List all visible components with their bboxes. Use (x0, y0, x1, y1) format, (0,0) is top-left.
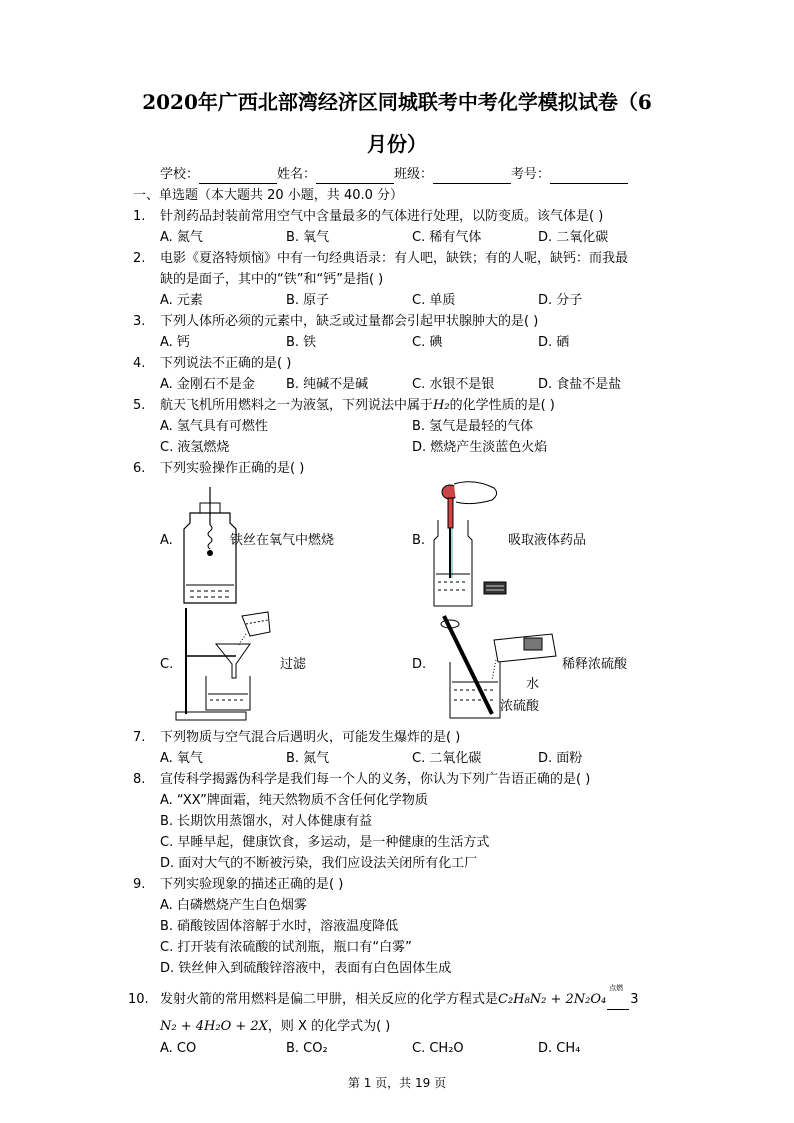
name-blank[interactable] (316, 169, 394, 184)
q10-option-c: C. CH₂O (412, 1041, 464, 1056)
q4-stem: 下列说法不正确的是( ) (160, 356, 292, 371)
exam-title-line2: 月份） (367, 132, 427, 156)
q6-b-caption: 吸取液体药品 (508, 533, 587, 548)
q10-equation-coef: 3 (630, 992, 639, 1007)
exam-title-line1: 2020年广西北部湾经济区同城联考中考化学模拟试卷（6 (142, 90, 652, 114)
q3-option-b: B. 铁 (286, 335, 317, 350)
school-label: 学校： (160, 167, 200, 182)
q4-option-c: C. 水银不是银 (412, 377, 495, 392)
q8-option-a: A. “XX”牌面霜，纯天然物质不含任何化学物质 (160, 793, 428, 808)
q5-stem-pre: 航天飞机所用燃料之一为液氢，下列说法中属于 (160, 398, 434, 413)
school-blank[interactable] (199, 169, 277, 184)
q6-b-letter: B. (412, 533, 426, 548)
q9-option-d: D. 铁丝伸入到硫酸锌溶液中，表面有白色固体生成 (160, 961, 452, 976)
q1-option-b: B. 氧气 (286, 230, 330, 245)
q6-d-caption: 稀释浓硫酸 (562, 657, 628, 672)
q4-option-d: D. 食盐不是盐 (538, 377, 622, 392)
q7-stem: 下列物质与空气混合后遇明火，可能发生爆炸的是( ) (160, 730, 461, 745)
q8-option-b: B. 长期饮用蒸馏水，对人体健康有益 (160, 814, 373, 829)
name-label: 姓名： (277, 167, 317, 182)
q10-number: 10. (128, 992, 149, 1007)
q3-option-d: D. 硒 (538, 335, 570, 350)
q10-condition: 点燃 (609, 984, 624, 992)
q2-option-c: C. 单质 (412, 293, 456, 308)
q6-d-letter: D. (412, 657, 427, 672)
q8-number: 8. (133, 772, 146, 787)
q4-number: 4. (133, 356, 146, 371)
q6-d-water-label: 水 (526, 677, 540, 692)
q9-number: 9. (133, 877, 146, 892)
q1-option-c: C. 稀有气体 (412, 230, 482, 245)
q7-number: 7. (133, 730, 146, 745)
q9-option-b: B. 硝酸铵固体溶解于水时，溶液温度降低 (160, 919, 399, 934)
q5-stem (160, 397, 555, 415)
info-line (160, 166, 628, 184)
q1-stem: 针剂药品封装前常用空气中含量最多的气体进行处理，以防变质。该气体是( ) (160, 209, 604, 224)
q4-option-a: A. 金刚石不是金 (160, 377, 255, 392)
q5-option-a: A. 氢气具有可燃性 (160, 419, 268, 434)
q6-c-caption: 过滤 (280, 657, 307, 672)
exam-no-blank[interactable] (550, 169, 628, 184)
q9-stem: 下列实验现象的描述正确的是( ) (160, 877, 344, 892)
q6-c-letter: C. (160, 657, 174, 672)
q10-stem-line1 (160, 984, 639, 1010)
q5-number: 5. (133, 398, 146, 413)
q3-number: 3. (133, 314, 146, 329)
q9-option-c: C. 打开装有浓硫酸的试剂瓶，瓶口有“白雾” (160, 940, 412, 955)
q6-stem: 下列实验操作正确的是( ) (160, 461, 305, 476)
q10-option-b: B. CO₂ (286, 1041, 328, 1056)
q10-stem-line2 (160, 1018, 390, 1036)
q2-number: 2. (133, 251, 146, 266)
q5-option-b: B. 氢气是最轻的气体 (412, 419, 534, 434)
section-heading: 一、单选题（本大题共 20 小题，共 40.0 分） (133, 188, 404, 203)
q4-option-b: B. 纯碱不是碱 (286, 377, 369, 392)
q8-stem: 宣传科学揭露伪科学是我们每一个人的义务，你认为下列广告语正确的是( ) (160, 772, 591, 787)
exam-no-label: 考号： (511, 167, 551, 182)
q2-option-a: A. 元素 (160, 293, 203, 308)
q10-equation-left: C₂H₈N₂ + 2N₂O₄ (498, 992, 607, 1007)
q10-stem-pre: 发射火箭的常用燃料是偏二甲肼，相关反应的化学方程式是 (160, 992, 499, 1007)
q8-option-c: C. 早睡早起，健康饮食，多运动，是一种健康的生活方式 (160, 835, 490, 850)
q2-option-d: D. 分子 (538, 293, 583, 308)
q7-option-d: D. 面粉 (538, 751, 583, 766)
q7-option-c: C. 二氧化碳 (412, 751, 482, 766)
q6-d-acid-label: 浓硫酸 (500, 699, 540, 714)
q5-option-d: D. 燃烧产生淡蓝色火焰 (412, 440, 548, 455)
q6-b-figure (432, 478, 512, 608)
q5-h2-formula: H₂ (433, 398, 450, 413)
q2-option-b: B. 原子 (286, 293, 330, 308)
q9-option-a: A. 白磷燃烧产生白色烟雾 (160, 898, 307, 913)
q2-stem-line2: 缺的是面子，其中的“铁”和“钙”是指( ) (160, 272, 384, 287)
page-footer: 第 1 页，共 19 页 (347, 1076, 447, 1090)
class-blank[interactable] (433, 169, 511, 184)
q10-option-d: D. CH₄ (538, 1041, 581, 1056)
q10-stem-post: ，则 X 的化学式为( ) (267, 1019, 391, 1034)
q1-option-d: D. 二氧化碳 (538, 230, 609, 245)
q1-option-a: A. 氮气 (160, 230, 203, 245)
q6-c-figure (176, 606, 276, 722)
q8-option-d: D. 面对大气的不断被污染，我们应设法关闭所有化工厂 (160, 856, 478, 871)
q3-stem: 下列人体所必须的元素中，缺乏或过量都会引起甲状腺肿大的是( ) (160, 314, 539, 329)
q6-a-letter: A. (160, 533, 173, 548)
class-label: 班级： (394, 167, 434, 182)
q5-option-c: C. 液氢燃烧 (160, 440, 230, 455)
q3-option-c: C. 碘 (412, 335, 443, 350)
q7-option-b: B. 氮气 (286, 751, 330, 766)
q3-option-a: A. 钙 (160, 335, 190, 350)
q6-number: 6. (133, 461, 146, 476)
q6-d-figure (432, 610, 562, 722)
q2-stem-line1: 电影《夏洛特烦恼》中有一句经典语录：有人吧，缺铁；有的人呢，缺钙：而我最 (160, 251, 629, 266)
q10-option-a: A. CO (160, 1041, 197, 1056)
q10-reaction-arrow (607, 984, 629, 1010)
q5-stem-post: 的化学性质的是( ) (449, 398, 555, 413)
q10-equation-right: N₂ + 4H₂O + 2X (160, 1019, 268, 1034)
q1-number: 1. (133, 209, 146, 224)
q6-a-caption: 铁丝在氧气中燃烧 (230, 533, 335, 548)
q7-option-a: A. 氧气 (160, 751, 203, 766)
